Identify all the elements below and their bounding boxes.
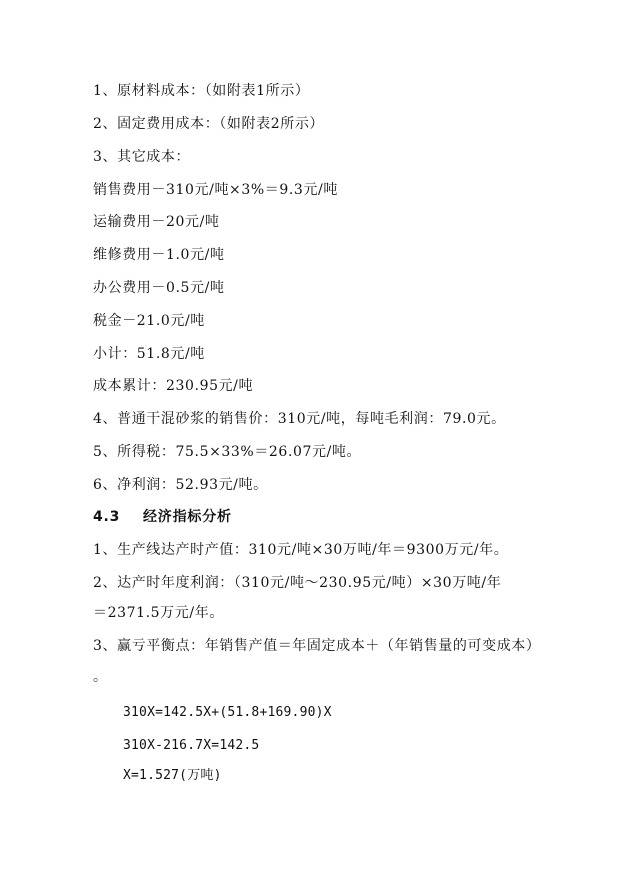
section-heading [93,508,232,526]
other-cost-office: 办公费用－0.5元/吨 [93,280,225,296]
analysis-break-even: 3、赢亏平衡点：年销售产值＝年固定成本＋（年销售量的可变成本） [93,638,541,654]
net-profit: 6、净利润：52.93元/吨。 [93,477,268,493]
formula-line: 310X=142.5X+(51.8+169.90)X [123,705,332,720]
analysis-annual-profit: 2、达产时年度利润：（310元/吨～230.95元/吨）×30万吨/年 [93,575,502,591]
analysis-annual-profit-result: ＝2371.5万元/年。 [93,605,224,621]
cumulative-cost: 成本累计：230.95元/吨 [93,378,254,394]
other-cost-sales: 销售费用－310元/吨×3%＝9.3元/吨 [93,182,338,198]
other-cost-maintenance: 维修费用－1.0元/吨 [93,247,225,263]
formula-line: 310X-216.7X=142.5 [123,738,260,753]
other-cost-transport: 运输费用－20元/吨 [93,214,220,230]
subtotal: 小计：51.8元/吨 [93,346,205,362]
cost-item-other: 3、其它成本： [93,149,191,165]
section-title: 经济指标分析 [143,509,232,525]
income-tax: 5、所得税：75.5×33%＝26.07元/吨。 [93,444,362,460]
sales-price-profit: 4、普通干混砂浆的销售价：310元/吨，每吨毛利润：79.0元。 [93,411,506,427]
cost-item-fixed: 2、固定费用成本：（如附表2所示） [93,116,325,132]
analysis-break-even-end: 。 [93,669,108,685]
formula-line: X=1.527(万吨) [123,768,222,783]
section-number: 4.3 [93,509,121,525]
cost-item-raw-material: 1、原材料成本：（如附表1所示） [93,83,310,99]
analysis-output-value: 1、生产线达产时产值：310元/吨×30万吨/年＝9300万元/年。 [93,542,509,558]
other-cost-tax: 税金－21.0元/吨 [93,313,205,329]
